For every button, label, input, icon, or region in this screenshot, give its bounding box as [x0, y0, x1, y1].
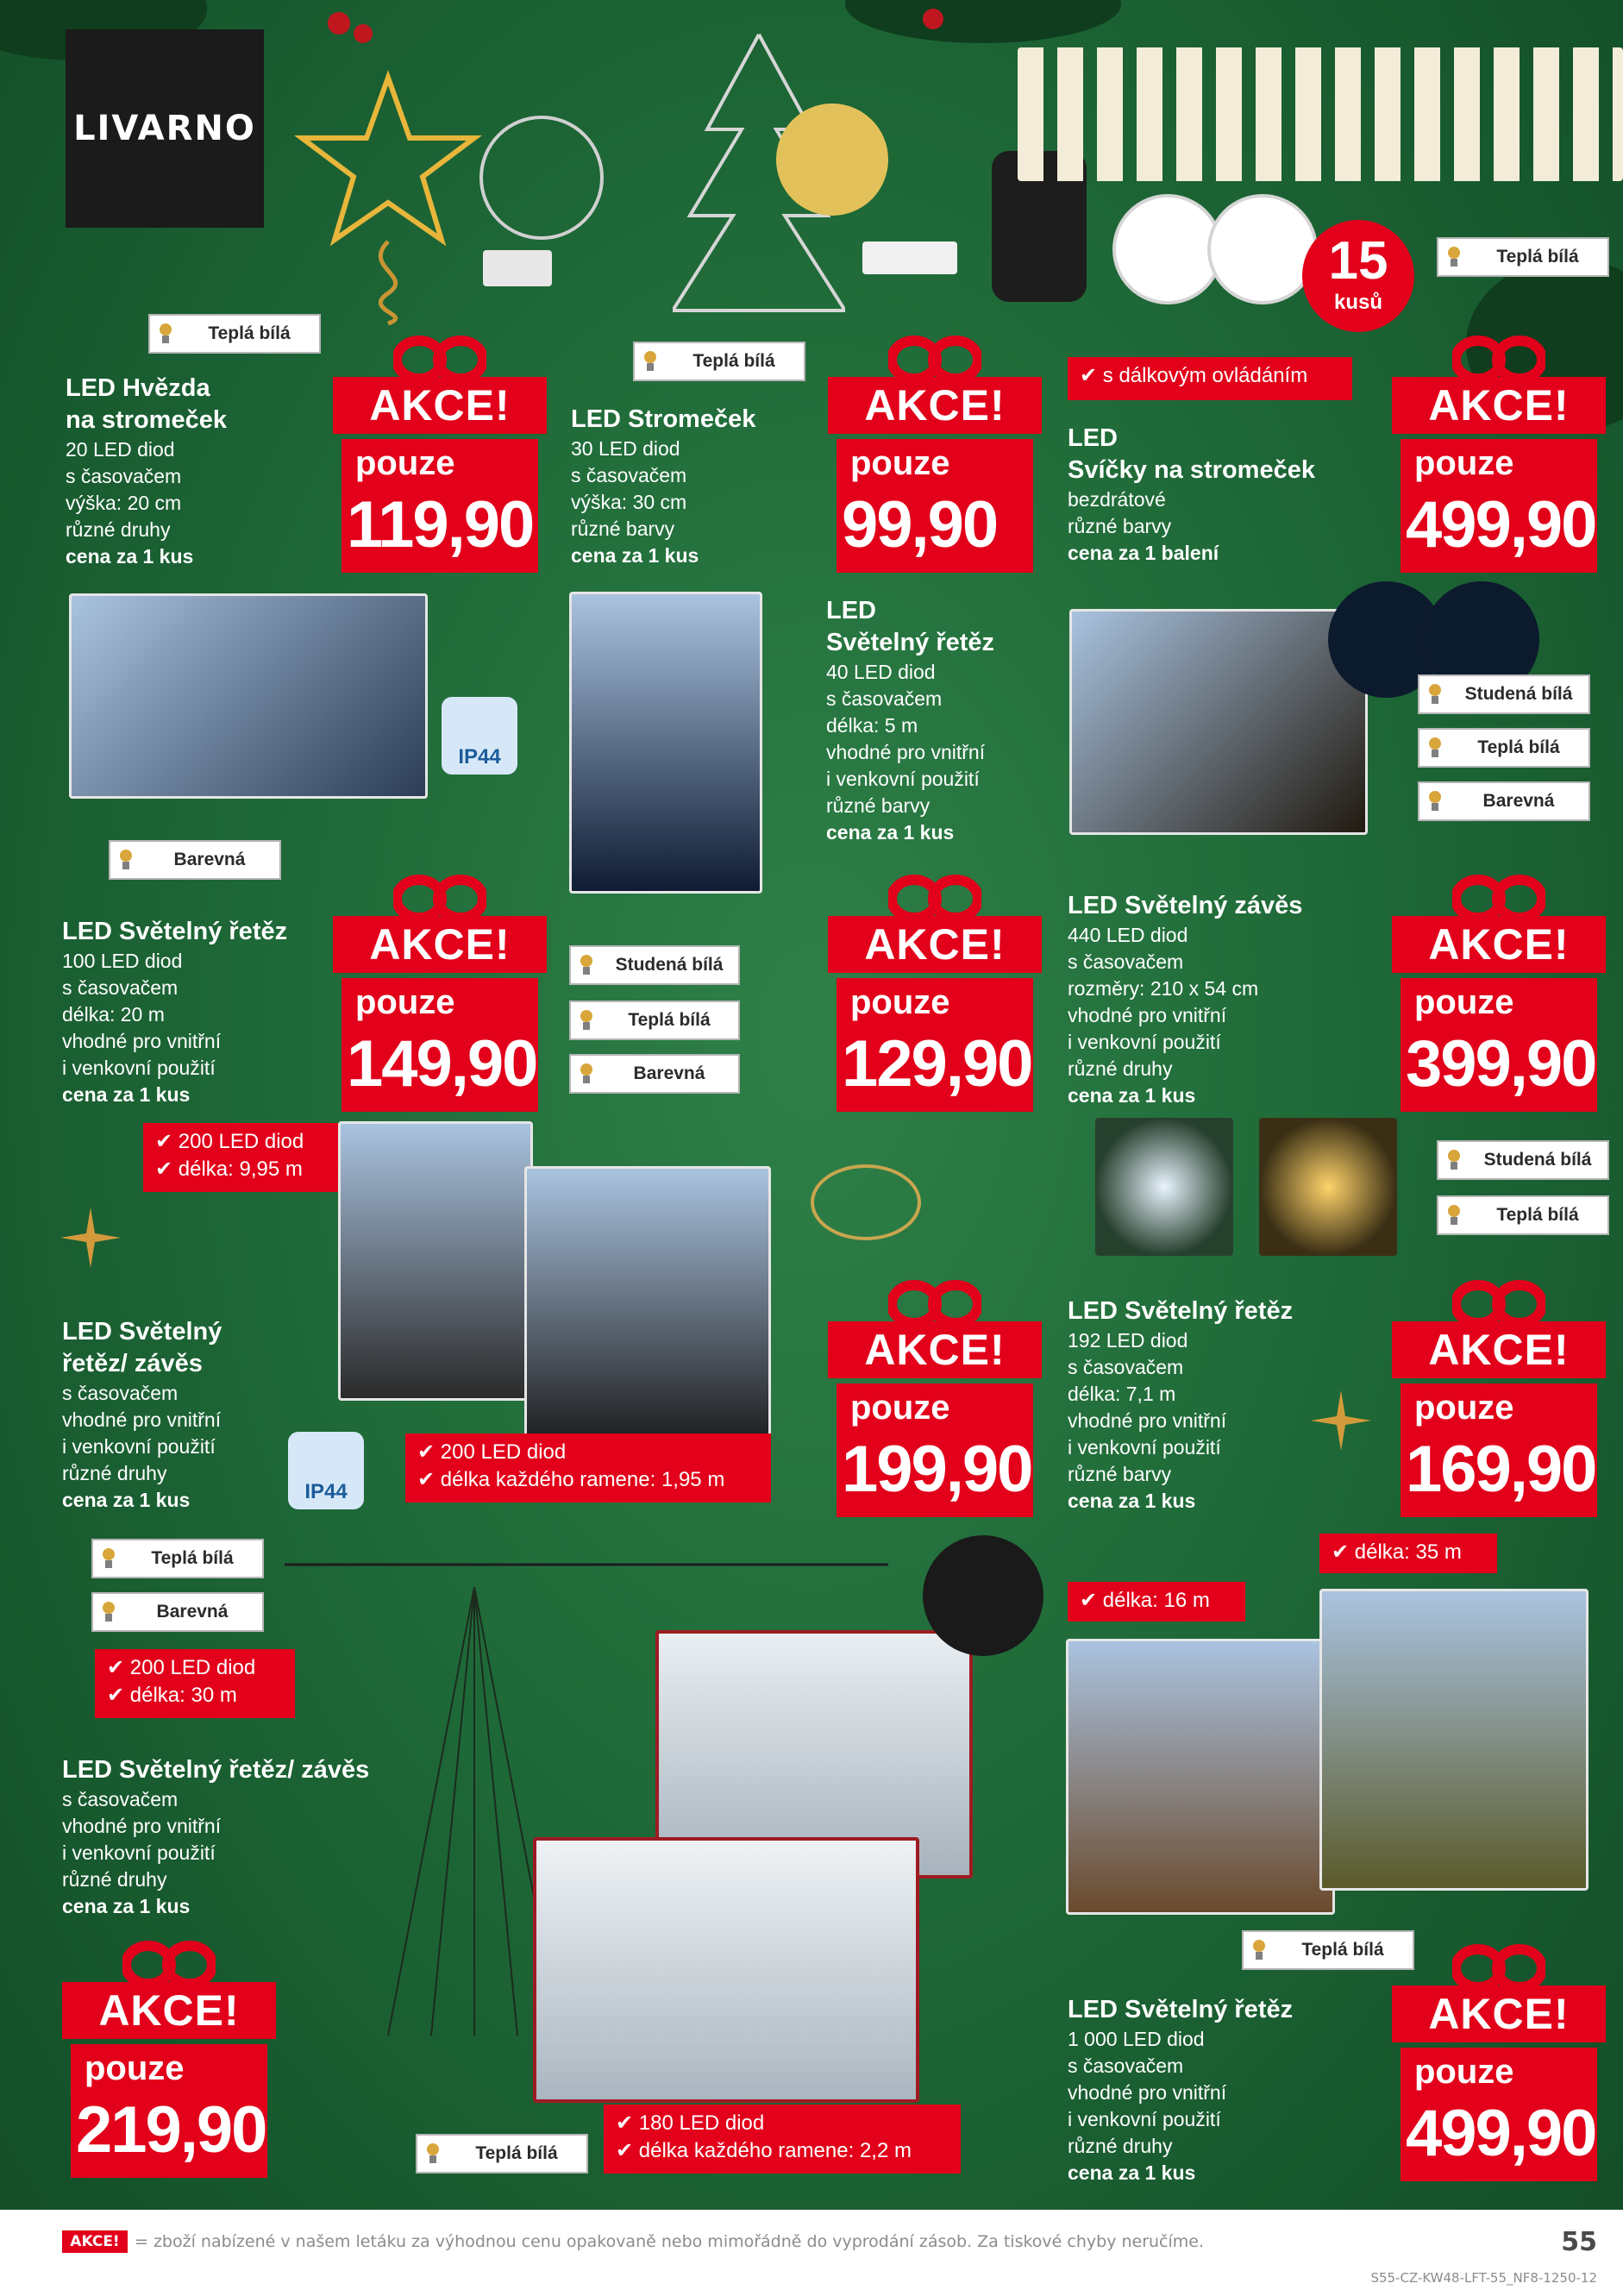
chain1000-description: LED Světelný řetěz 1 000 LED diod s časovačem vhodné pro vnitřní i venkovní použití různé druhy cena za 1 kus — [1068, 1996, 1294, 2184]
copper-wire-image — [811, 1164, 921, 1240]
variant-cold-white: Studená bílá — [569, 945, 740, 985]
curtain440-description: LED Světelný závěs 440 LED diod s časovačem rozměry: 210 x 54 cm vhodné pro vnitřní i venkovní použití různé druhy cena za 1 kus — [1068, 892, 1303, 1107]
variant-warm-white: Teplá bílá — [91, 1539, 264, 1578]
variant-colorful: Barevná — [91, 1592, 264, 1632]
variant-colorful: Barevná — [569, 1054, 740, 1094]
feature-length-35: ✔ délka: 35 m — [1319, 1534, 1497, 1573]
bulb-icon — [1428, 790, 1442, 812]
chain192-description: LED Světelný řetěz 192 LED diod s časovačem délka: 7,1 m vhodné pro vnitřní i venkovní použití různé barvy cena za 1 kus — [1068, 1297, 1294, 1512]
bulb-icon — [1447, 1149, 1461, 1171]
variant-warm-white: Teplá bílá — [416, 2134, 588, 2174]
led-tree-glow — [776, 104, 888, 216]
ip44-rating-icon: IP44 — [288, 1432, 364, 1509]
bulb-icon — [580, 954, 593, 976]
warm-white-chain-image — [1259, 1118, 1397, 1256]
candle-red-circle — [1207, 194, 1318, 304]
galaxy-lights-box-image — [338, 1121, 533, 1401]
variant-cold-white: Studená bílá — [1418, 674, 1590, 714]
berry-decoration — [354, 24, 373, 43]
price-tag-chain-curtain: AKCE! pouze 199,90 — [828, 1277, 1042, 1484]
lights-preview-circle — [923, 1535, 1043, 1656]
chain40-description: LED Světelný řetěz 40 LED diod s časovačem délka: 5 m vhodné pro vnitřní i venkovní použití různé barvy cena za 1 kus — [826, 597, 995, 844]
page-number: 55 — [1561, 2227, 1597, 2257]
bulb-icon — [426, 2142, 440, 2165]
feature-remote-control: ✔ s dálkovým ovládáním — [1068, 357, 1352, 400]
variant-colorful: Barevná — [1418, 781, 1590, 821]
price-tag-curtain440: AKCE! pouze 399,90 — [1392, 871, 1606, 1078]
variant-warm-white: Teplá bílá — [1418, 728, 1590, 768]
feature-length-16: ✔ délka: 16 m — [1068, 1582, 1245, 1622]
fairy-lights-box-image — [69, 593, 428, 799]
chain-curtain-description: LED Světelný řetěz/ závěs s časovačem vhodné pro vnitřní i venkovní použití různé druhy cena za 1 kus — [62, 1318, 222, 1511]
berry-decoration — [328, 12, 350, 35]
bulb-icon — [1447, 1204, 1461, 1226]
price-tag-chain100: AKCE! pouze 149,90 — [333, 871, 547, 1078]
battery-box-image — [862, 242, 957, 274]
candles-row-image — [1018, 47, 1623, 181]
candle-white-circle — [1112, 194, 1223, 304]
tree-lights-box-image — [1319, 1589, 1589, 1891]
price-tag-star: AKCE! pouze 119,90 — [333, 332, 547, 539]
battery-box-image — [483, 250, 552, 286]
bulb-icon — [1428, 683, 1442, 706]
bulb-icon — [1447, 246, 1461, 268]
chain-box-description: LED Světelný řetěz/ závěs s časovačem vhodné pro vnitřní i venkovní použití různé druhy cena za 1 kus — [62, 1756, 370, 1917]
bulb-icon — [1428, 737, 1442, 759]
bulb-icon — [119, 849, 133, 871]
ip44-rating-icon: IP44 — [442, 697, 517, 775]
led-star-ring-image — [479, 116, 604, 240]
cold-white-chain-image — [1095, 1118, 1233, 1256]
bulb-icon — [580, 1009, 593, 1032]
storage-box-image — [533, 1837, 919, 2103]
price-tag-chain-box: AKCE! pouze 219,90 — [62, 1937, 276, 2144]
feature-box-a: ✔ 200 LED diod ✔ délka: 30 m — [95, 1649, 295, 1718]
leaflet-code: S55-CZ-KW48-LFT-55_NF8-1250-12 — [1370, 2270, 1597, 2286]
led-star-image — [293, 69, 483, 328]
tree-description: LED Stromeček 30 LED diod s časovačem výška: 30 cm různé barvy cena za 1 kus — [571, 405, 756, 567]
pine-branch-decoration — [845, 0, 1121, 43]
fairy-lights-box-image — [1066, 1639, 1335, 1915]
curtain-lights-box-image — [1069, 609, 1368, 835]
akce-legend-badge: AKCE! — [62, 2230, 128, 2253]
quantity-badge: 15 kusů — [1302, 220, 1414, 332]
feature-chain-a: ✔ 200 LED diod ✔ délka: 9,95 m — [143, 1123, 343, 1192]
star-decoration-icon — [60, 1208, 121, 1268]
variant-warm-white: Teplá bílá — [1437, 1195, 1609, 1235]
price-tag-chain1000: AKCE! pouze 499,90 — [1392, 1941, 1606, 2148]
price-tag-tree: AKCE! pouze 99,90 — [828, 332, 1042, 539]
price-tag-candles: AKCE! pouze 499,90 — [1392, 332, 1606, 539]
brand-logo: LIVARNO — [66, 29, 264, 228]
bulb-icon — [159, 323, 172, 345]
feature-box-b: ✔ 180 LED diod ✔ délka každého ramene: 2,2 m — [604, 2105, 961, 2174]
bulb-icon — [643, 350, 657, 373]
feature-chain-b: ✔ 200 LED diod ✔ délka každého ramene: 1,95 m — [405, 1433, 771, 1502]
variant-colorful: Barevná — [109, 840, 281, 880]
variant-warm-white: Teplá bílá — [633, 342, 805, 381]
variant-warm-white: Teplá bílá — [1242, 1930, 1414, 1970]
variant-warm-white: Teplá bílá — [148, 314, 321, 354]
legend-note: = zboží nabízené v našem letáku za výhodnou cenu opakovaně nebo mimořádně do vyprodání zásob. Za tiskové chyby neručíme. — [135, 2232, 1205, 2251]
page-footer — [0, 2210, 1623, 2296]
price-tag-chain192: AKCE! pouze 169,90 — [1392, 1277, 1606, 1484]
star-description: LED Hvězda na stromeček 20 LED diod s časovačem výška: 20 cm různé druhy cena za 1 kus — [66, 374, 227, 568]
price-tag-chain40: AKCE! pouze 129,90 — [828, 871, 1042, 1078]
berry-decoration — [923, 9, 943, 29]
galaxy-curtain-box-image — [524, 1166, 771, 1446]
star-decoration-icon — [1311, 1390, 1371, 1451]
string-lights-box-image — [569, 592, 762, 894]
variant-warm-white: Teplá bílá — [1437, 237, 1609, 277]
candles-description: LED Svíčky na stromeček bezdrátové různé barvy cena za 1 balení — [1068, 424, 1315, 564]
variant-cold-white: Studená bílá — [1437, 1140, 1609, 1180]
bulb-icon — [102, 1601, 116, 1623]
bulb-icon — [102, 1547, 116, 1570]
bulb-icon — [1252, 1939, 1266, 1961]
bulb-icon — [580, 1063, 593, 1085]
variant-warm-white: Teplá bílá — [569, 1001, 740, 1040]
chain100-description: LED Světelný řetěz 100 LED diod s časovačem délka: 20 m vhodné pro vnitřní i venkovní použití cena za 1 kus — [62, 918, 288, 1106]
